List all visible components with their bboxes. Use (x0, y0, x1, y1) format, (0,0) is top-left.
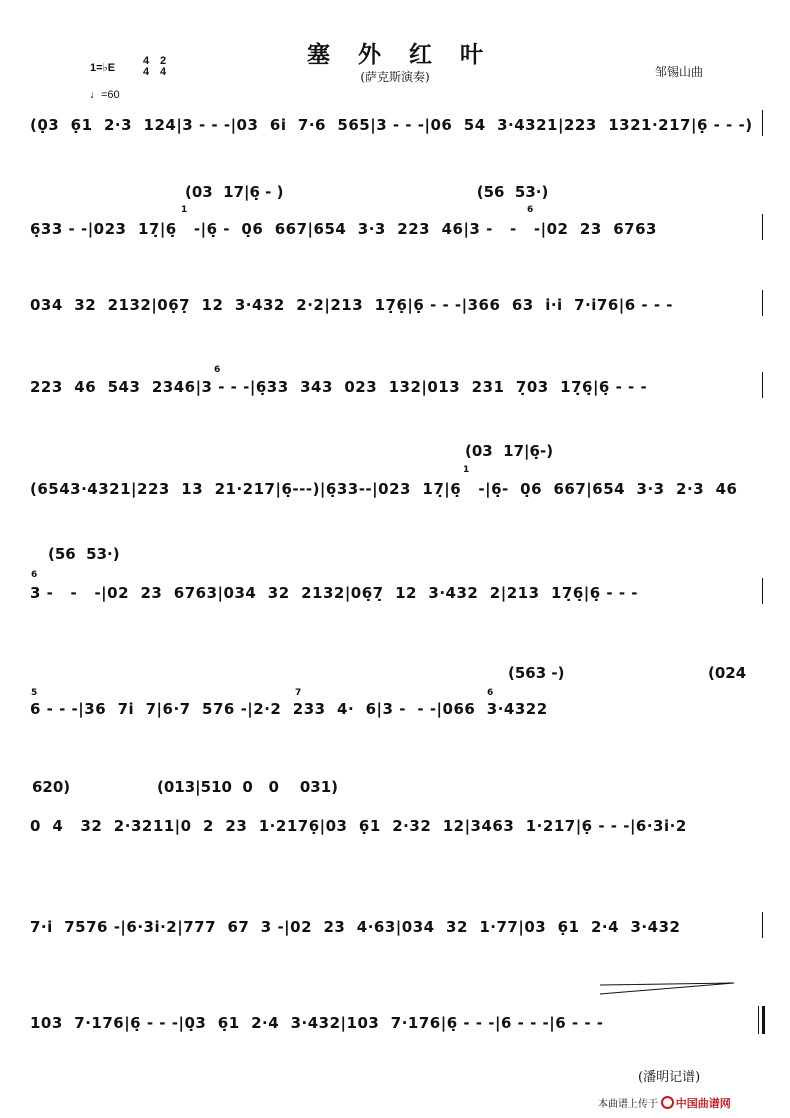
score-line-8-alternate-b: (013|510 0 0 031) (157, 778, 338, 796)
song-subtitle: (萨克斯演奏) (360, 70, 430, 84)
composer-credit: 邹锡山曲 (655, 65, 704, 79)
score-line-7-alternate-a: (563 -) (508, 664, 565, 682)
grace-note-6: 6 (487, 688, 494, 698)
time-signature-1 (143, 56, 149, 78)
score-line-9: 7·i 7576 -|6·3i·2|777 67 3 -|02 23 4·63|034 32 1·77|03 6̣1 2·4 3·432 (30, 918, 681, 936)
barline (762, 110, 763, 136)
transcriber-credit: (潘明记谱) (638, 1070, 701, 1085)
barline (762, 290, 763, 316)
final-barline (758, 1006, 765, 1034)
grace-note-6: 6 (31, 570, 38, 580)
score-line-8: 0 4 32 2·3211|0 2 23 1·2176̣|03 6̣1 2·32 12|3463 1·217|6̣ - - -|6·3i·2 (30, 817, 687, 835)
grace-note-7: 7 (295, 688, 302, 698)
score-line-2: 6̣33 - -|023 17̣|6̣ -|6̣ - 0̣6 667|654 3·3 223 46|3 - - -|02 23 6763 (30, 220, 657, 238)
score-line-7: 6 - - -|36 7i 7|6·7 576 -|2·2 233 4· 6|3 - - -|066 3·4322 (30, 700, 548, 718)
meter-2-numerator: 2 (160, 55, 167, 67)
score-line-6: 3 - - -|02 23 6763|034 32 2132|06̣7̣ 12 3·432 2|213 17̣6̣|6̣ - - - (30, 584, 639, 602)
uploaded-label: 本曲谱上传于 (598, 1099, 658, 1110)
score-line-1: (0̣3 6̣1 2·3 124|3 - - -|03 6i 7·6 565|3 - - -|06 54 3·4321|223 1321·217|6̣ - - -) (30, 116, 753, 134)
barline (762, 912, 763, 938)
time-signature-2 (160, 56, 166, 78)
meter-1-denominator: 4 (143, 66, 150, 78)
score-line-8-alternate-a: 620) (32, 778, 71, 796)
grace-note-6: 6 (214, 365, 221, 375)
site-logo (661, 1098, 731, 1110)
score-line-3: 034 32 2132|06̣7̣ 12 3·432 2·2|213 17̣6̣|6̣ - - -|366 63 i·i 7·i76|6 - - - (30, 296, 674, 314)
meter-1-numerator: 4 (143, 55, 150, 67)
score-line-2-alternate: (03 17|6̣ - ) (56 53·) (185, 183, 549, 201)
site-name: 中国曲谱网 (675, 1098, 731, 1110)
score-line-5: (6543·4321|223 13 21·217|6̣---)|6̣33--|023 17̣|6̣ -|6̣- 0̣6 667|654 3·3 2·3 46 (30, 480, 738, 498)
hairpin-lines (600, 983, 734, 994)
grace-note-6: 6 (527, 205, 534, 215)
tempo-marking: ♩=60 (90, 89, 120, 101)
song-title: 塞外红叶 (307, 41, 511, 68)
score-line-7-alternate-b: (024 (708, 664, 747, 682)
decrescendo-hairpin (600, 982, 736, 996)
key-signature: 1=♭E (90, 62, 116, 74)
barline (762, 578, 763, 604)
barline (762, 214, 763, 240)
logo-icon (661, 1096, 674, 1109)
score-line-4: 223 46 543 2346|3 - - -|6̣33 343 023 132|013 231 7̣03 17̣6̣|6̣ - - - (30, 378, 648, 396)
grace-note-1: 1 (181, 205, 188, 215)
grace-note-1: 1 (463, 465, 470, 475)
meter-2-denominator: 4 (160, 66, 167, 78)
upload-footer (598, 1095, 731, 1111)
grace-note-5: 5 (31, 688, 38, 698)
score-line-10: 103 7·176|6̣ - - -|0̣3 6̣1 2·4 3·432|103 7·176|6̣ - - -|6 - - -|6 - - - (30, 1014, 604, 1032)
barline (762, 372, 763, 398)
score-line-6-alternate: (56 53·) (48, 545, 120, 563)
score-line-5-alternate: (03 17|6̣-) (465, 442, 554, 460)
